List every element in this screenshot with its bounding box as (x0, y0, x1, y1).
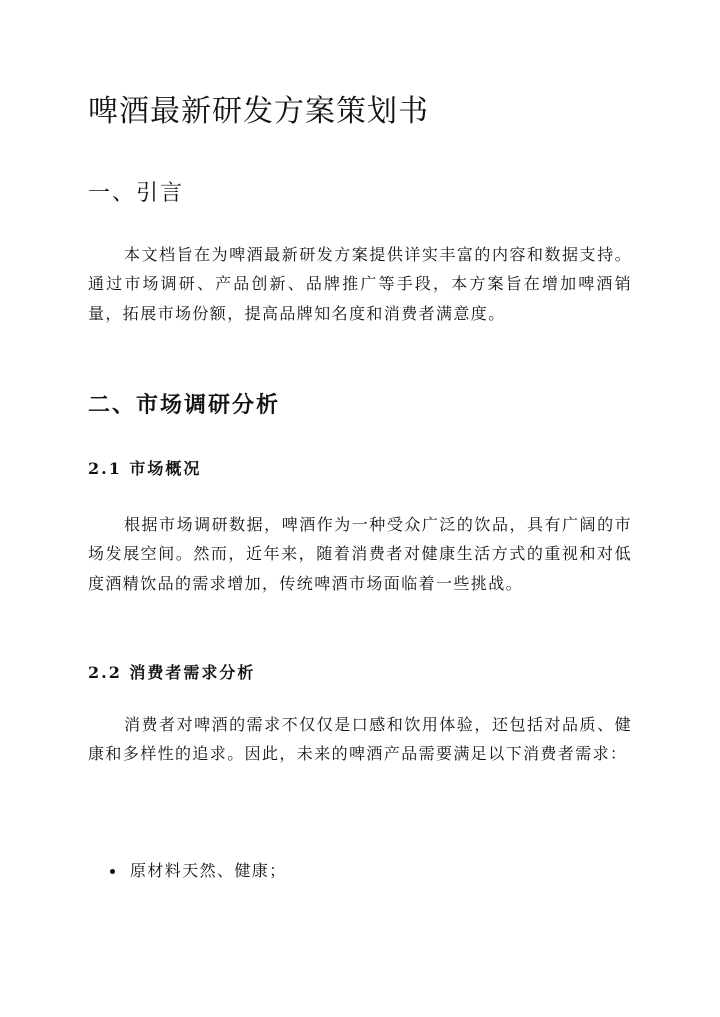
consumer-demand-paragraph: 消费者对啤酒的需求不仅仅是口感和饮用体验，还包括对品质、健康和多样性的追求。因此，未来的啤酒产品需要满足以下消费者需求： (88, 715, 632, 764)
list-item-text: 原材料天然、健康； (130, 861, 287, 880)
subsection-heading-market-overview: 2.1 市场概况 (88, 459, 202, 478)
document-title: 啤酒最新研发方案策划书 (88, 94, 429, 129)
market-overview-paragraph: 根据市场调研数据，啤酒作为一种受众广泛的饮品，具有广阔的市场发展空间。然而，近年来，随着消费者对健康生活方式的重视和对低度酒精饮品的需求增加，传统啤酒市场面临着一些挑战。 (88, 515, 632, 593)
subsection-heading-consumer-demand: 2.2 消费者需求分析 (88, 663, 256, 682)
list-item (88, 856, 287, 885)
bullet-dot-icon (110, 869, 115, 874)
consumer-needs-list (88, 856, 287, 885)
introduction-paragraph: 本文档旨在为啤酒最新研发方案提供详实丰富的内容和数据支持。通过市场调研、产品创新、品牌推广等手段，本方案旨在增加啤酒销量，拓展市场份额，提高品牌知名度和消费者满意度。 (88, 245, 632, 323)
section-heading-introduction: 一、引言 (88, 181, 185, 206)
section-heading-market-research: 二、市场调研分析 (88, 392, 281, 418)
